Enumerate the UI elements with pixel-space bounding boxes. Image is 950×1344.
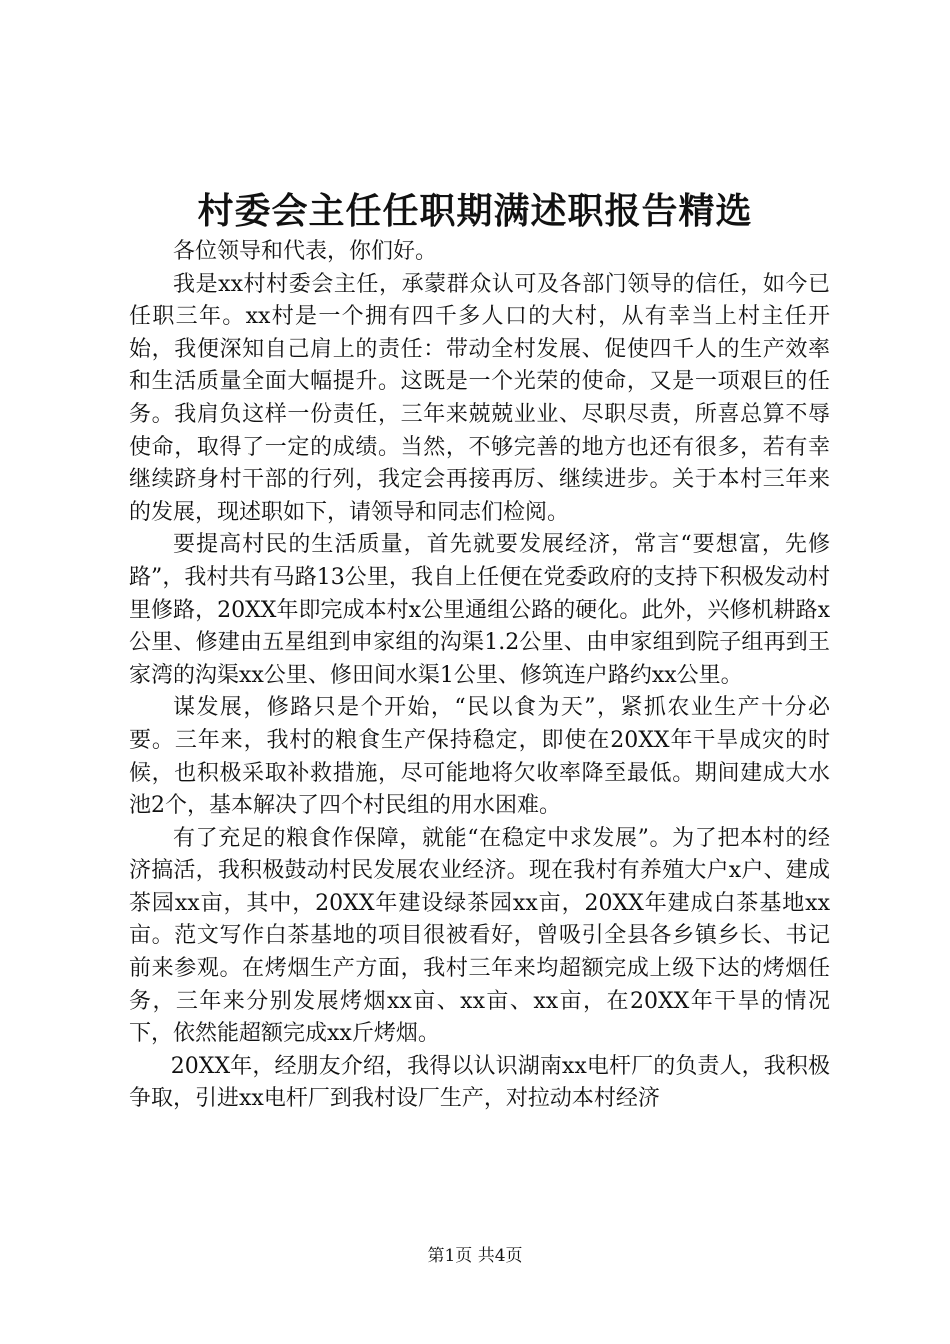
paragraph-greeting: 各位领导和代表，你们好。 bbox=[173, 239, 438, 264]
page-total: 共4页 bbox=[477, 1246, 523, 1266]
paragraph-introduction: 我是xx村村委会主任，承蒙群众认可及各部门领导的信任，如今已任职三年。xx村是一个拥有四千多人口的大村，从有幸当上村主任开始，我便深知自己肩上的责任：带动全村发展、促使四千人的生产效率和生活质量全面大幅提升。这既是一个光荣的使命，又是一项艰巨的任务。我肩负这样一份责任，三年来兢兢业业、尽职尽责，所喜总算不辱使命，取得了一定的成绩。当然，不够完善的地方也还有很多，若有幸继续跻身村干部的行列，我定会再接再厉、继续进步。关于本村三年来的发展，现述职如下，请领导和同志们检阅。 bbox=[129, 271, 830, 525]
document-body bbox=[129, 236, 830, 1116]
paragraph-road-building: 要提高村民的生活质量，首先就要发展经济，常言“要想富，先修路”，我村共有马路13公里，我自上任便在党委政府的支持下积极发动村里修路，20XX年即完成本村x公里通组公路的硬化。此外，兴修机耕路x公里、修建由五星组到申家组的沟渠1.2公里、由申家组到院子组再到王家湾的沟渠xx公里、修田间水渠1公里、修筑连户路约xx公里。 bbox=[129, 532, 830, 688]
paragraph-economy: 有了充足的粮食作保障，就能“在稳定中求发展”。为了把本村的经济搞活，我积极鼓动村民发展农业经济。现在我村有养殖大户x户、建成茶园xx亩，其中，20XX年建设绿茶园xx亩，20XX年建成白茶基地xx亩。范文写作白茶基地的项目很被看好，曾吸引全县各乡镇乡长、书记前来参观。在烤烟生产方面，我村三年来均超额完成上级下达的烤烟任务，三年来分别发展烤烟xx亩、xx亩、xx亩，在20XX年干旱的情况下，依然能超额完成xx斤烤烟。 bbox=[129, 825, 830, 1047]
document-title: 村委会主任任职期满述职报告精选 bbox=[197, 190, 753, 232]
paragraph-agriculture: 谋发展，修路只是个开始，“民以食为天”，紧抓农业生产十分必要。三年来，我村的粮食生产保持稳定，即使在20XX年干旱成灾的时候，也积极采取补救措施，尽可能地将欠收率降至最低。期间建成大水池2个，基本解决了四个村民组的用水困难。 bbox=[129, 695, 830, 819]
paragraph-factory: 20XX年，经朋友介绍，我得以认识湖南xx电杆厂的负责人，我积极争取，引进xx电杆厂到我村设厂生产，对拉动本村经济 bbox=[129, 1053, 830, 1112]
page-footer bbox=[0, 1246, 950, 1266]
page-number: 第1页 bbox=[427, 1246, 473, 1266]
